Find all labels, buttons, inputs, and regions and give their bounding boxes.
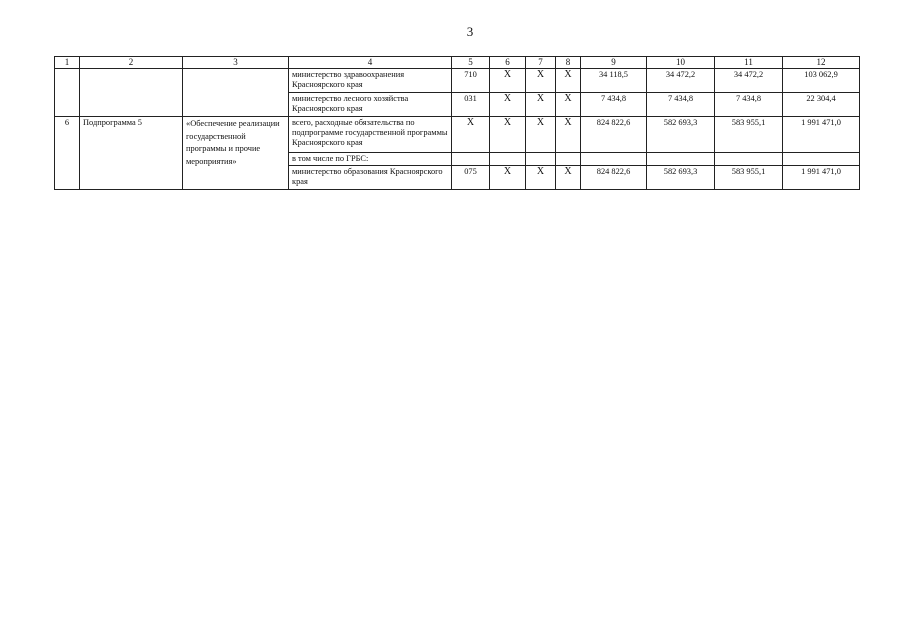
cell-empty — [783, 153, 860, 166]
cell-empty — [452, 153, 490, 166]
budget-table — [54, 56, 860, 190]
cell-subprogram-title: «Обеспечение реализации государственной программы и прочие мероприятия» — [183, 117, 289, 190]
page-number: 3 — [466, 24, 474, 39]
cell-empty — [490, 153, 526, 166]
cell-value: 22 304,4 — [783, 93, 860, 117]
cell-row-number: 6 — [55, 117, 80, 190]
header-cell: 8 — [556, 57, 581, 69]
cell-x: Х — [556, 69, 581, 93]
cell-recipient: всего, расходные обязательства по подпрограмме государственной программы Красноярского края — [289, 117, 452, 153]
cell-empty — [80, 69, 183, 117]
cell-code: 075 — [452, 166, 490, 190]
header-cell: 12 — [783, 57, 860, 69]
cell-empty — [183, 69, 289, 117]
header-row — [55, 57, 860, 69]
cell-empty — [55, 69, 80, 117]
cell-x: Х — [490, 93, 526, 117]
cell-x: Х — [490, 166, 526, 190]
cell-subprogram: Подпрограмма 5 — [80, 117, 183, 190]
cell-value: 824 822,6 — [581, 117, 647, 153]
header-cell: 9 — [581, 57, 647, 69]
cell-recipient: министерство лесного хозяйства Красноярского края — [289, 93, 452, 117]
cell-empty — [556, 153, 581, 166]
cell-value: 824 822,6 — [581, 166, 647, 190]
cell-x: Х — [556, 166, 581, 190]
cell-value: 582 693,3 — [647, 166, 715, 190]
cell-empty — [581, 153, 647, 166]
cell-value: 7 434,8 — [715, 93, 783, 117]
cell-value: 7 434,8 — [647, 93, 715, 117]
cell-empty — [715, 153, 783, 166]
cell-x: Х — [452, 117, 490, 153]
header-cell: 3 — [183, 57, 289, 69]
cell-value: 7 434,8 — [581, 93, 647, 117]
header-cell: 10 — [647, 57, 715, 69]
cell-value: 1 991 471,0 — [783, 166, 860, 190]
header-cell: 6 — [490, 57, 526, 69]
table-row — [55, 117, 860, 153]
cell-value: 582 693,3 — [647, 117, 715, 153]
cell-value: 583 955,1 — [715, 166, 783, 190]
cell-x: Х — [526, 166, 556, 190]
cell-code: 031 — [452, 93, 490, 117]
cell-empty — [526, 153, 556, 166]
header-cell: 2 — [80, 57, 183, 69]
cell-recipient: министерство здравоохранения Красноярского края — [289, 69, 452, 93]
cell-x: Х — [526, 69, 556, 93]
header-cell: 1 — [55, 57, 80, 69]
header-cell: 5 — [452, 57, 490, 69]
cell-x: Х — [490, 69, 526, 93]
cell-recipient: министерство образования Красноярского края — [289, 166, 452, 190]
header-cell: 4 — [289, 57, 452, 69]
cell-x: Х — [526, 93, 556, 117]
cell-x: Х — [490, 117, 526, 153]
cell-recipient: в том числе по ГРБС: — [289, 153, 452, 166]
header-cell: 7 — [526, 57, 556, 69]
cell-value: 34 472,2 — [715, 69, 783, 93]
header-cell: 11 — [715, 57, 783, 69]
cell-x: Х — [556, 93, 581, 117]
cell-x: Х — [556, 117, 581, 153]
cell-value: 34 118,5 — [581, 69, 647, 93]
cell-value: 1 991 471,0 — [783, 117, 860, 153]
cell-value: 103 062,9 — [783, 69, 860, 93]
cell-value: 34 472,2 — [647, 69, 715, 93]
cell-empty — [647, 153, 715, 166]
cell-value: 583 955,1 — [715, 117, 783, 153]
table-row — [55, 69, 860, 93]
cell-x: Х — [526, 117, 556, 153]
cell-code: 710 — [452, 69, 490, 93]
